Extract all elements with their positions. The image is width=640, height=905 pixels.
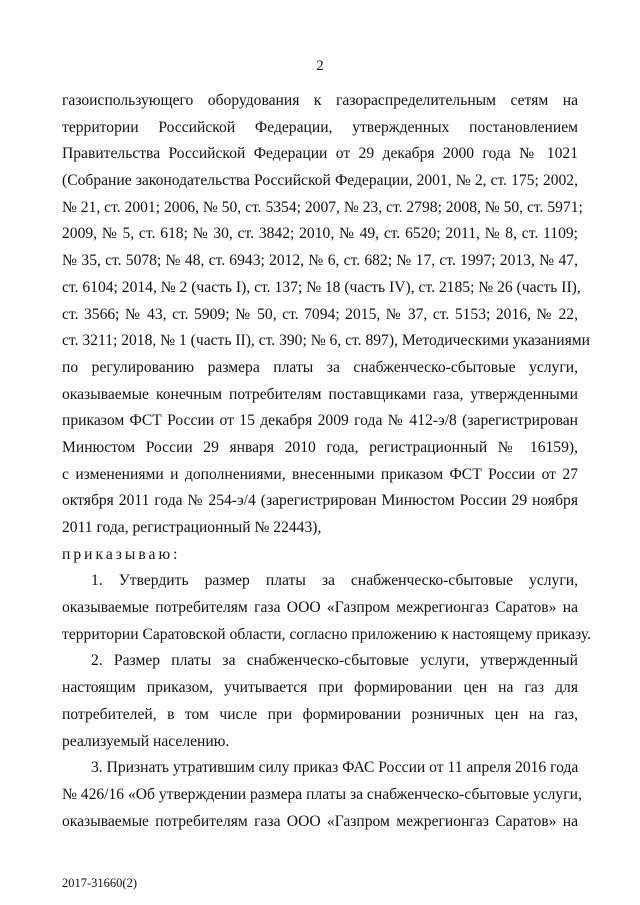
document-body xyxy=(62,88,591,835)
text-line: 2009, № 5, ст. 618; № 30, ст. 3842; 2010, № 49, ст. 6520; 2011, № 8, ст. 1109; xyxy=(62,225,578,243)
text-line: Правительства Российской Федерации от 29 декабря 2000 года № 1021 xyxy=(62,145,578,163)
text-line: № 426/16 «Об утверждении размера платы за снабженческо-сбытовые услуги, xyxy=(62,785,582,803)
text-line: реализуемый населению. xyxy=(62,732,230,750)
text-line: газоиспользующего оборудования к газораспределительным сетям на xyxy=(62,92,578,109)
page-number: 2 xyxy=(316,58,324,74)
text-line: № 21, ст. 2001; 2006, № 50, ст. 5354; 2007, № 23, ст. 2798; 2008, № 50, ст. 5971; xyxy=(62,198,583,216)
text-line: (Собрание законодательства Российской Федерации, 2001, № 2, ст. 175; 2002, xyxy=(62,172,578,190)
text-line: 2011 года, регистрационный № 22443), xyxy=(62,519,322,536)
footer-document-code: 2017-31660(2) xyxy=(62,876,137,890)
text-line: территории Российской Федерации, утвержденных постановлением xyxy=(62,118,578,136)
text-line: территории Саратовской области, согласно приложению к настоящему приказу. xyxy=(62,625,591,643)
text-line: настоящим приказом, учитывается при формировании цен на газ для xyxy=(62,679,578,697)
text-line: 1. Утвердить размер платы за снабженческо-сбытовые услуги, xyxy=(91,572,578,590)
text-line: по регулированию размера платы за снабженческо-сбытовые услуги, xyxy=(62,358,578,376)
text-line: оказываемые потребителям газа ООО «Газпром межрегионгаз Саратов» на xyxy=(62,812,578,830)
text-line: Минюстом России 29 января 2010 года, регистрационный № 16159), xyxy=(62,438,578,456)
text-line: октября 2011 года № 254-э/4 (зарегистрирован Минюстом России 29 ноября xyxy=(62,492,578,510)
text-line: оказываемые конечным потребителям поставщиками газа, утвержденными xyxy=(62,385,578,403)
text-line: ст. 3211; 2018, № 1 (часть II), ст. 390; № 6, ст. 897), Методическими указаниями xyxy=(62,332,590,350)
text-line: ст. 6104; 2014, № 2 (часть I), ст. 137; № 18 (часть IV), ст. 2185; № 26 (часть II), xyxy=(62,278,581,296)
text-line: 2. Размер платы за снабженческо-сбытовые услуги, утвержденный xyxy=(91,652,578,670)
text-line: приказываю: xyxy=(62,545,181,563)
text-line: потребителей, в том числе при формировании розничных цен на газ, xyxy=(62,705,578,723)
text-line: ст. 3566; № 43, ст. 5909; № 50, ст. 7094; 2015, № 37, ст. 5153; 2016, № 22, xyxy=(62,305,578,323)
text-line: № 35, ст. 5078; № 48, ст. 6943; 2012, № 6, ст. 682; № 17, ст. 1997; 2013, № 47, xyxy=(62,252,578,270)
text-line: с изменениями и дополнениями, внесенными приказом ФСТ России от 27 xyxy=(62,465,578,483)
text-line: оказываемые потребителям газа ООО «Газпром межрегионгаз Саратов» на xyxy=(62,599,578,617)
text-line: приказом ФСТ России от 15 декабря 2009 года № 412-э/8 (зарегистрирован xyxy=(62,412,578,430)
text-line: 3. Признать утратившим силу приказ ФАС России от 11 апреля 2016 года xyxy=(91,759,579,777)
